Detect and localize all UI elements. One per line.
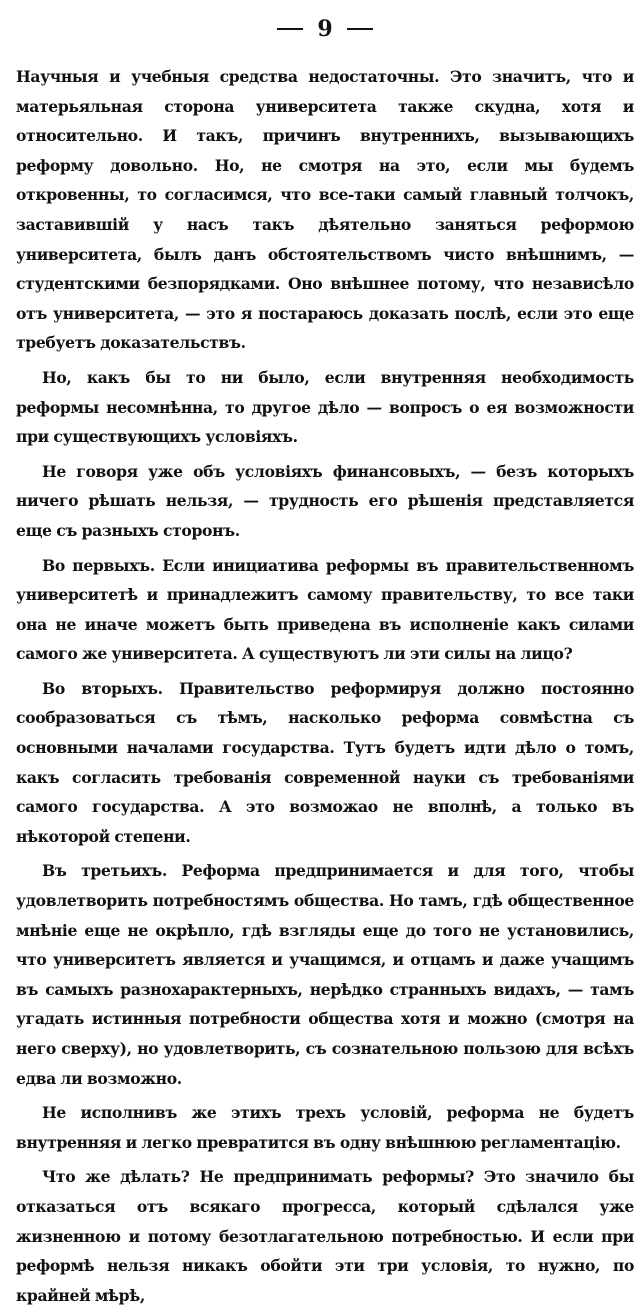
paragraph: Но, какъ бы то ни было, если внутренняя необходимость реформы несомнѣнна, то другое дѣло — вопросъ о ея возможности при существующихъ условіяхъ.: [16, 367, 634, 447]
paragraph: Не исполнивъ же этихъ трехъ условій, реформа не будетъ внутренняя и легко превратится въ одну внѣшнюю регламентацію.: [16, 1103, 634, 1152]
header-dash-left: [277, 28, 303, 30]
paragraph: Не говоря уже объ условіяхъ финансовыхъ, — безъ которыхъ ничего рѣшать нельзя, — трудность его рѣшенія представляется еще съ разныхъ сторонъ.: [16, 461, 634, 540]
paragraph: Въ третьихъ. Реформа предпринимается и для того, чтобы удовлетворить потребностямъ общества. Но тамъ, гдѣ общественное мнѣніе еще не окрѣпло, гдѣ взгляды еще до того не установились, что университетъ является и учащимся, и отцамъ и даже учащимъ въ самыхъ разнохарактерныхъ, нерѣдко странныхъ видахъ, — тамъ угадать истинныя потребности общества хотя и можно (смотря на него сверху), но удовлетворить, съ сознательною пользою для всѣхъ едва ли возможно.: [16, 861, 634, 1088]
paragraph: Во вторыхъ. Правительство реформируя должно постоянно сообразоваться съ тѣмъ, насколько реформа совмѣстна съ основными началами государства. Тутъ будетъ идти дѣло о томъ, какъ согласить требованія современной науки съ требованіями самого государства. А это возможао не вполнѣ, а только въ нѣкоторой степени.: [16, 678, 634, 846]
page-header: [16, 14, 634, 44]
page-body: [16, 62, 634, 1310]
page-number: 9: [317, 16, 333, 42]
paragraph: Научныя и учебныя средства недостаточны. Это значитъ, что и матерьяльная сторона университета также скудна, хотя и относительно. И такъ, причинъ внутреннихъ, вызывающихъ реформу довольно. Но, не смотря на это, если мы будемъ откровенны, то согласимся, что все-таки самый главный толчокъ, заставившій у насъ такъ дѣятельно заняться реформою университета, былъ данъ обстоятельствомъ чисто внѣшнимъ, — студентскими безпорядками. Оно внѣшнее потому, что независѣло отъ университета, — это я постараюсь доказать послѣ, если это еще требуетъ доказательствъ.: [16, 67, 634, 353]
header-dash-right: [347, 28, 373, 30]
paragraph: Что же дѣлать? Не предпринимать реформы? Это значило бы отказаться отъ всякаго прогресса, который сдѣлался уже жизненною и потому безотлагательною потребностью. И если при реформѣ нельзя никакъ обойти эти три условія, то нужно, по крайней мѣрѣ,: [16, 1167, 634, 1305]
paragraph: Во первыхъ. Если инициатива реформы въ правительственномъ университетѣ и принадлежитъ самому правительству, то все таки она не иначе можетъ быть приведена въ исполненіе какъ силами самого же университета. А существуютъ ли эти силы на лицо?: [16, 555, 634, 664]
